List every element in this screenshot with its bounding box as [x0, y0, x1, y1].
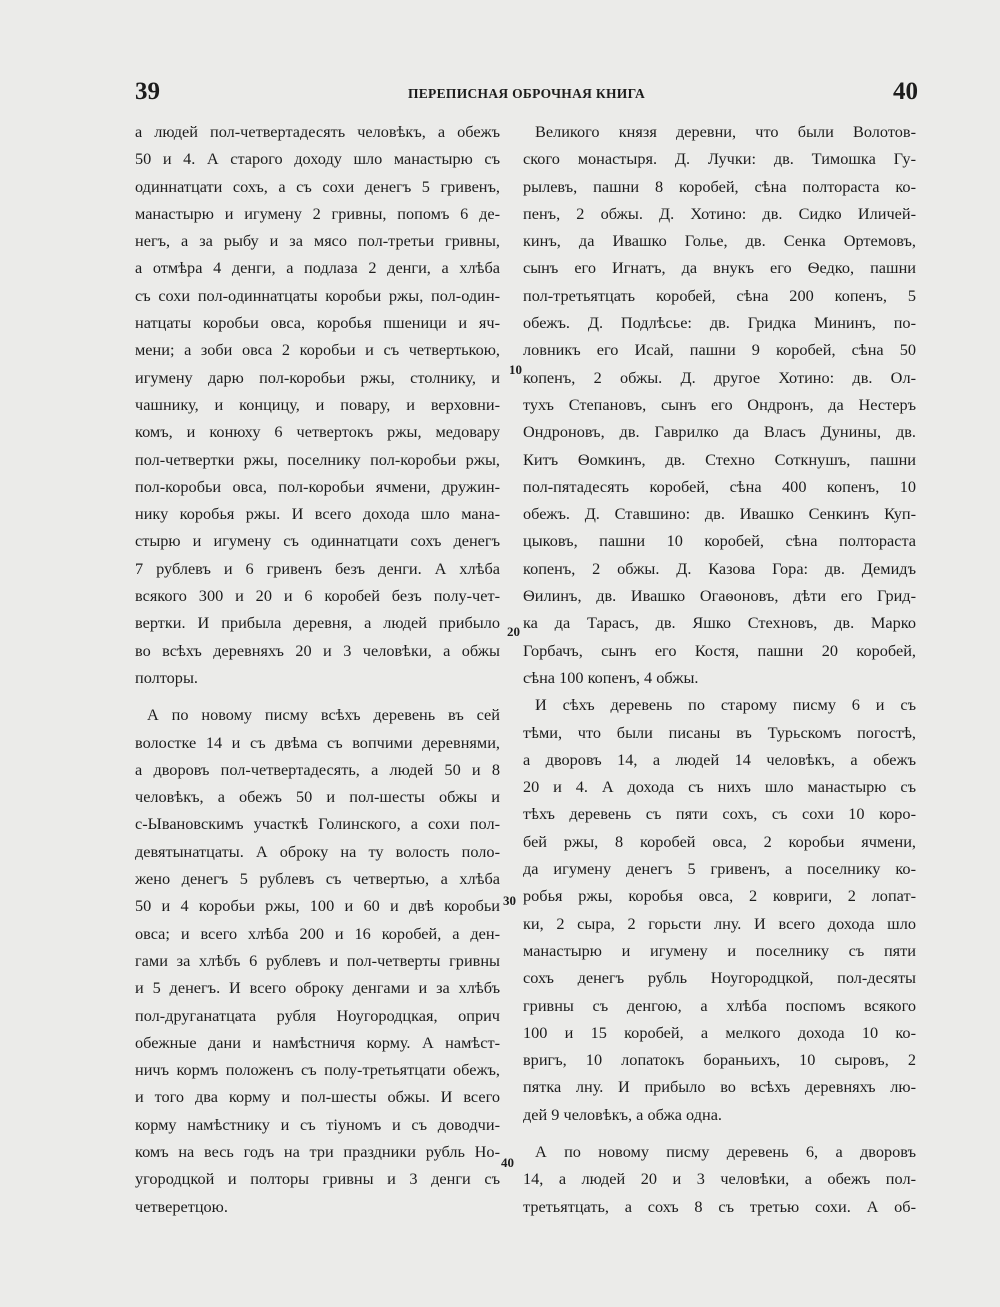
text-line: 50 и 4. А старого доходу шло манастырю съ [135, 149, 500, 169]
text-line: во всѣхъ деревняхъ 20 и 3 человѣки, а обжы [135, 640, 500, 660]
text-line: обежъ. Д. Ставшино: дв. Ивашко Сенкинъ Куп- [523, 504, 916, 524]
text-line: третьятцать, а сохъ 8 съ третью сохи. А об- [523, 1196, 916, 1216]
text-line: пенъ, 2 обжы. Д. Хотино: дв. Сидко Иличей- [523, 203, 916, 223]
right-text-column [523, 118, 916, 1220]
text-line: А по новому писму всѣхъ деревень въ сей [147, 705, 500, 725]
text-line: одиннатцати сохъ, а съ сохи денегъ 5 гривенъ, [135, 176, 500, 196]
text-line: тѣми, что были писаны въ Турьскомъ погостѣ, [523, 722, 916, 742]
text-line: пол-коробьи овса, пол-коробьи ячмени, дружин- [135, 476, 500, 496]
text-line: человѣкъ, а обежъ 50 и пол-шесты обжы и [135, 787, 500, 807]
text-line: девятынатцаты. А оброку на ту волость поло- [135, 841, 500, 861]
text-line: и того два корму и пол-шесты обжы. И всего [135, 1087, 500, 1107]
text-line: Ондроновъ, дв. Гаврилко да Власъ Дунины, дв. [523, 422, 916, 442]
text-line: тѣхъ деревень съ пяти сохъ, съ сохи 10 коро- [523, 804, 916, 824]
text-line: 7 рублевъ и 6 гривенъ безъ денги. А хлѣба [135, 558, 500, 578]
text-line: с-Ывановскимъ участкѣ Голинского, а сохи пол- [135, 814, 500, 834]
text-line: корму намѣстнику и съ тіуномъ и съ доводчи- [135, 1114, 500, 1134]
text-line: и 5 денегъ. И всего оброку денгами и за хлѣбъ [135, 978, 500, 998]
text-line: обежные дани и намѣстничя корму. А намѣст- [135, 1032, 500, 1052]
text-line: а отмѣра 4 денги, а подлаза 2 денги, а хлѣба [135, 258, 500, 278]
text-line: а дворовъ пол-четвертадесять, а людей 50 и 8 [135, 759, 500, 779]
text-line: обежъ. Д. Подлѣсье: дв. Гридка Мининъ, по- [523, 313, 916, 333]
left-page-number: 39 [135, 78, 160, 105]
text-line: Великого князя деревни, что были Волотов- [535, 122, 916, 141]
text-line: 100 и 15 коробей, а мелкого дохода 10 ко- [523, 1022, 916, 1042]
text-line: четверетцою. [135, 1196, 228, 1216]
text-line: пол-четвертки ржы, поселнику пол-коробьи ржы, [135, 449, 500, 469]
text-line: сынъ его Игнатъ, да внукъ его Ѳедко, пашни [523, 258, 916, 278]
running-title: ПЕРЕПИСНАЯ ОБРОЧНАЯ КНИГА [407, 86, 646, 101]
text-line: цыковъ, пашни 10 коробей, сѣна полтораста [523, 531, 916, 551]
left-text-column [135, 118, 500, 1220]
text-line: сохъ денегъ рубль Ноугородцкой, пол-десяты [523, 968, 916, 988]
text-line: 14, а людей 20 и 3 человѣки, а обежъ пол- [523, 1169, 916, 1189]
text-line: робья ржы, коробья овса, 2 ковриги, 2 лопат- [523, 886, 916, 906]
line-number-40: 40 [501, 1155, 514, 1170]
text-line: комъ, и конюху 6 четвертокъ ржы, медовару [135, 422, 500, 442]
text-line: пол-пятадесять коробей, сѣна 400 копенъ, 10 [523, 476, 916, 496]
text-line: кинъ, да Ивашко Голье, дв. Сенка Ортемовъ, [523, 231, 916, 251]
text-line: угородцкой и полторы гривны и 3 денги съ [135, 1169, 500, 1189]
text-line: пятка лну. И прибыло во всѣхъ деревняхъ лю- [523, 1077, 916, 1097]
right-page-number: 40 [893, 78, 918, 105]
text-line: мени; а зоби овса 2 коробьи и съ четвертькою, [135, 340, 500, 360]
text-line: пол-друганатцата рубля Ноугородцкая, оприч [135, 1005, 500, 1025]
text-line: гривны съ денгою, а хлѣба поспомъ всякого [523, 995, 916, 1015]
text-line: ка да Тарасъ, дв. Яшко Стехновъ, дв. Марко [523, 613, 916, 633]
text-line: негъ, а за рыбу и за мясо пол-третьи гривны, [135, 231, 500, 251]
text-line: полторы. [135, 667, 198, 687]
text-line: а дворовъ 14, а людей 14 человѣкъ, а обежъ [523, 749, 916, 769]
text-line: стырю и игумену съ одиннатцати сохъ денегъ [135, 531, 500, 551]
text-line: 20 и 4. А дохода съ нихъ шло манастырю съ [523, 777, 916, 797]
text-line: манастырю и игумену 2 гривны, попомъ 6 де- [135, 203, 500, 223]
text-line: Горбачъ, сынъ его Костя, пашни 20 коробей, [523, 640, 916, 660]
text-line: гами за хлѣбъ 6 рублевъ и пол-четверты гривны [135, 950, 500, 970]
text-line: бей ржы, 8 коробей овса, 2 коробьи ячмени, [523, 831, 916, 851]
line-number-20: 20 [507, 624, 520, 639]
page-header [135, 78, 918, 118]
line-number-10: 10 [509, 362, 522, 377]
text-line: вригъ, 10 лопатокъ бораньихъ, 10 сыровъ, 2 [523, 1050, 916, 1070]
text-line: пол-третьятцать коробей, сѣна 200 копенъ, 5 [523, 285, 916, 305]
text-line: 50 и 4 коробьи ржы, 100 и 60 и двѣ коробьи [135, 896, 500, 916]
text-line: тухъ Степановъ, сынъ его Ондронъ, да Нестеръ [523, 394, 916, 414]
text-line: чашнику, и концицу, и повару, и верховни- [135, 394, 500, 414]
text-line: манастырю и игумену и поселнику съ пяти [523, 940, 916, 960]
line-number-30: 30 [503, 893, 516, 908]
text-line: всякого 300 и 20 и 6 коробей безъ полу-чет- [135, 586, 500, 606]
text-line: съ сохи пол-одиннатцаты коробьи ржы, пол-один- [135, 285, 500, 305]
text-line: а людей пол-четвертадесять человѣкъ, а обежъ [135, 122, 500, 141]
text-line: да игумену денегъ 5 гривенъ, а поселнику ко- [523, 859, 916, 879]
text-line: жено денегъ 5 рублевъ съ четвертью, а хлѣба [135, 869, 500, 889]
text-line: рылевъ, пашни 8 коробей, сѣна полтораста ко- [523, 176, 916, 196]
text-line: ловникъ его Исай, пашни 9 коробей, сѣна 50 [523, 340, 916, 360]
text-line: А по новому писму деревень 6, а дворовъ [535, 1141, 916, 1161]
text-line: игумену дарю пол-коробьи ржы, столнику, и [135, 367, 500, 387]
text-line: вертки. И прибыла деревня, а людей прибыло [135, 613, 500, 633]
text-line: ки, 2 сыра, 2 горьсти лну. И всего дохода шло [523, 913, 916, 933]
text-line: Ѳилинъ, дв. Ивашко Огаѳоновъ, дѣти его Грид- [523, 586, 916, 606]
text-line: нику коробья ржы. И всего дохода шло мана- [135, 504, 500, 524]
text-line: копенъ, 2 обжы. Д. другое Хотино: дв. Ол- [523, 367, 916, 387]
text-line: сѣна 100 копенъ, 4 обжы. [523, 667, 699, 687]
text-line: дей 9 человѣкъ, а обжа одна. [523, 1104, 723, 1124]
text-line: копенъ, 2 обжы. Д. Казова Гора: дв. Демидъ [523, 558, 916, 578]
text-line: овса; и всего хлѣба 200 и 16 коробей, а ден- [135, 923, 500, 943]
text-line: ского монастыря. Д. Лучки: дв. Тимошка Гу- [523, 149, 916, 169]
text-line: комъ на весь годъ на три праздники рубль Но- [135, 1141, 500, 1161]
text-line: натцаты коробьи овса, коробья пшеници и яч- [135, 313, 500, 333]
text-line: И сѣхъ деревень по старому писму 6 и съ [535, 695, 916, 715]
text-line: Китъ Ѳомкинъ, дв. Стехно Соткнушъ, пашни [523, 449, 916, 469]
text-line: ничъ кормъ положенъ съ полу-третьятцати обежъ, [135, 1060, 500, 1080]
text-line: волостке 14 и съ двѣма съ вопчими деревнями, [135, 732, 500, 752]
